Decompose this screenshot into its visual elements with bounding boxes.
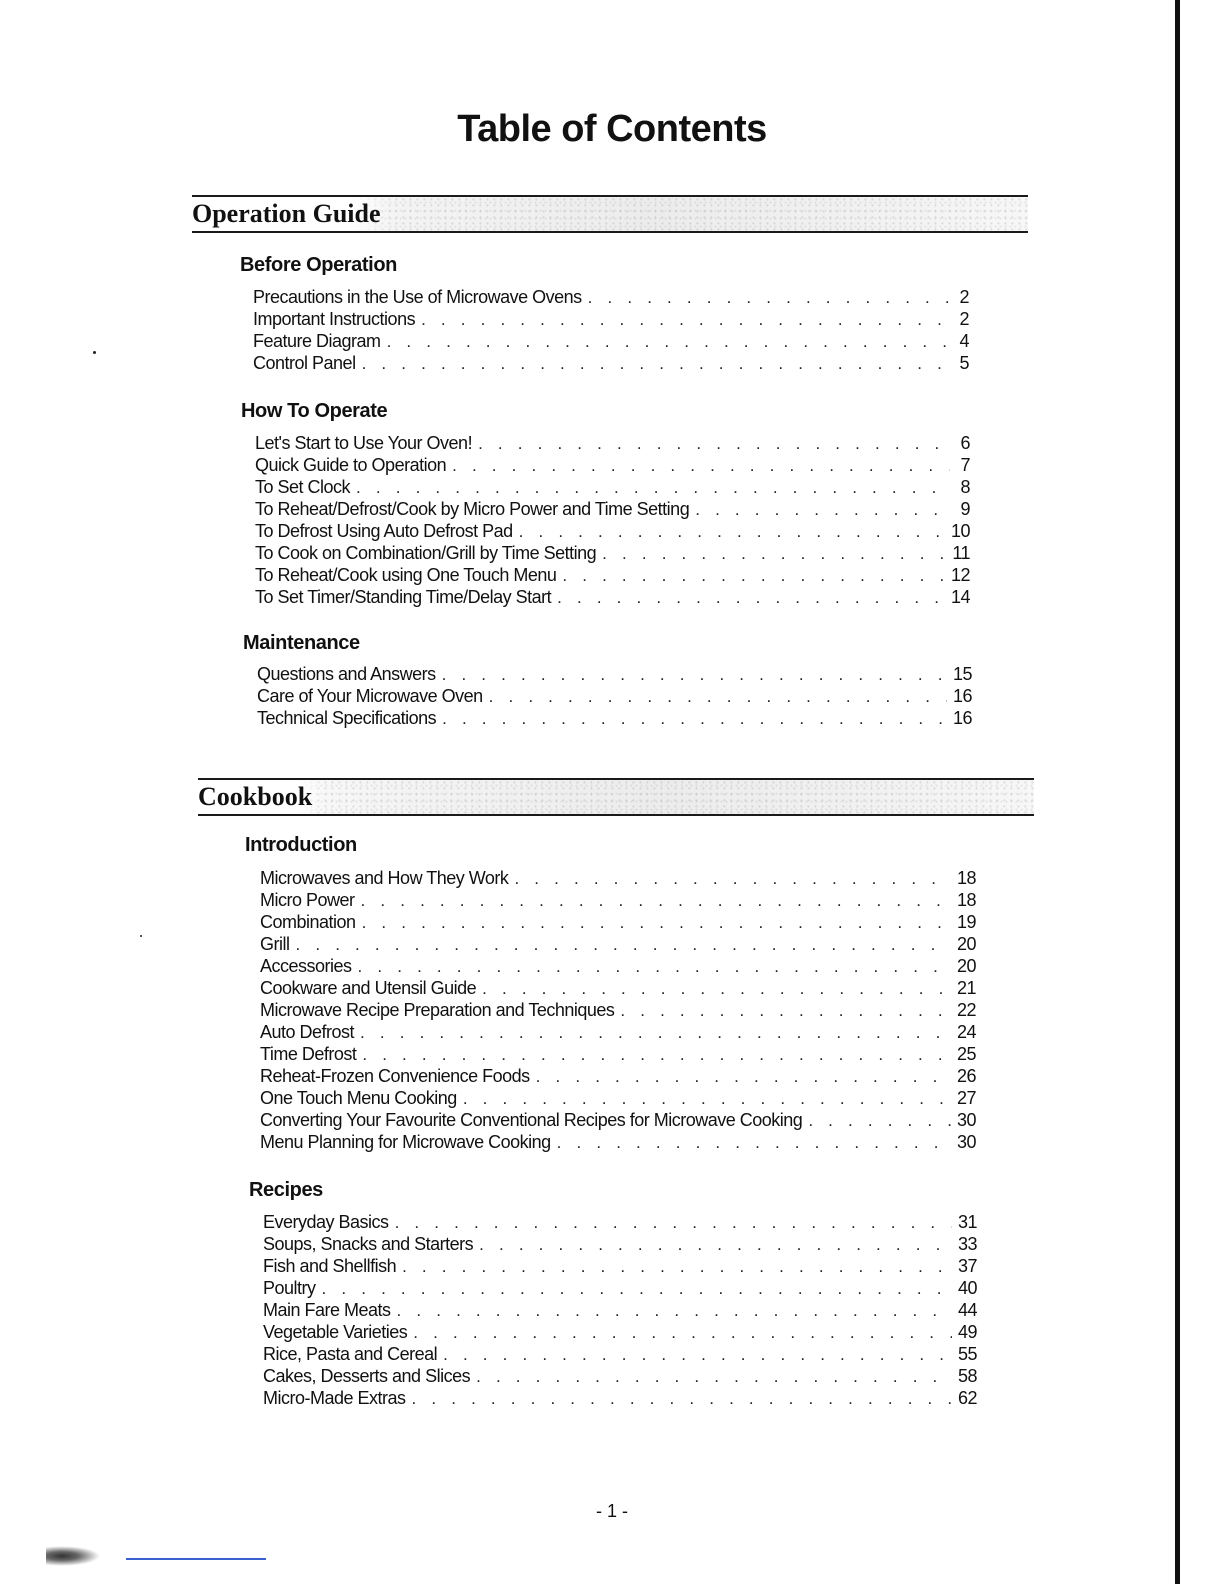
dot-leader [519, 521, 945, 543]
entry-title: Combination [260, 912, 356, 932]
entry-title: Micro-Made Extras [263, 1388, 406, 1408]
entry-page: 7 [960, 455, 970, 475]
toc-entry[interactable] [263, 1321, 977, 1343]
dot-leader [412, 1388, 952, 1410]
entry-page: 62 [957, 1388, 977, 1408]
entry-title: Auto Defrost [260, 1022, 355, 1042]
group-heading: Recipes [249, 1179, 323, 1201]
dot-leader [695, 499, 950, 521]
entry-title: Feature Diagram [253, 331, 381, 351]
toc-entry[interactable] [260, 999, 976, 1021]
entry-page: 30 [956, 1132, 976, 1152]
entry-page: 44 [957, 1300, 977, 1320]
toc-entry[interactable] [255, 542, 970, 564]
entry-title: Technical Specifications [257, 708, 437, 728]
entry-page: 31 [957, 1212, 977, 1232]
dot-leader [562, 565, 945, 587]
entry-title: To Cook on Combination/Grill by Time Setting [255, 543, 597, 563]
entry-title: Fish and Shellfish [263, 1256, 397, 1276]
dot-leader [358, 956, 951, 978]
entry-page: 4 [959, 331, 969, 351]
dot-leader [387, 331, 949, 353]
toc-entry[interactable] [260, 1021, 976, 1043]
toc-entry[interactable] [255, 564, 970, 586]
toc-entry[interactable] [255, 498, 970, 520]
entry-title: To Set Clock [255, 477, 351, 497]
scan-page-edge [1175, 0, 1180, 1584]
entry-title: Let's Start to Use Your Oven! [255, 433, 473, 453]
dot-leader [536, 1066, 951, 1088]
entry-page: 25 [956, 1044, 976, 1064]
entry-page: 6 [960, 433, 970, 453]
dot-leader [557, 1132, 951, 1154]
toc-entry[interactable] [255, 520, 970, 542]
toc-entry[interactable] [260, 1109, 976, 1131]
dot-leader [442, 708, 947, 730]
toc-entry[interactable] [263, 1365, 977, 1387]
toc-entry[interactable] [260, 933, 976, 955]
entry-page: 8 [960, 477, 970, 497]
toc-entry[interactable] [263, 1233, 977, 1255]
dot-leader [479, 1234, 952, 1256]
toc-entry[interactable] [263, 1255, 977, 1277]
toc-entry[interactable] [255, 454, 970, 476]
dot-leader [322, 1278, 952, 1300]
dot-leader [808, 1110, 951, 1132]
entry-page: 49 [957, 1322, 977, 1342]
group-heading: Maintenance [243, 632, 360, 654]
toc-entry[interactable] [260, 1087, 976, 1109]
dot-leader [361, 890, 951, 912]
page-number: - 1 - [595, 1501, 628, 1521]
entry-page: 5 [959, 353, 969, 373]
entry-page: 20 [956, 934, 976, 954]
toc-entry[interactable] [257, 685, 972, 707]
dot-leader [476, 1366, 952, 1388]
toc-entry[interactable] [263, 1387, 977, 1409]
toc-entry[interactable] [260, 955, 976, 977]
entry-title: Reheat-Frozen Convenience Foods [260, 1066, 530, 1086]
entry-page: 40 [957, 1278, 977, 1298]
entry-page: 19 [956, 912, 976, 932]
entry-title: Quick Guide to Operation [255, 455, 447, 475]
dot-leader [452, 455, 950, 477]
dot-leader [478, 433, 950, 455]
dot-leader [362, 912, 951, 934]
entry-title: Time Defrost [260, 1044, 357, 1064]
entry-page: 26 [956, 1066, 976, 1086]
entry-page: 30 [956, 1110, 976, 1130]
entry-page: 9 [960, 499, 970, 519]
toc-entry[interactable] [263, 1211, 977, 1233]
entry-page: 20 [956, 956, 976, 976]
dot-leader [602, 543, 946, 565]
toc-entry[interactable] [260, 977, 976, 999]
entry-title: Main Fare Meats [263, 1300, 391, 1320]
toc-group-how-to-operate [255, 432, 970, 608]
dot-leader [463, 1088, 951, 1110]
toc-entry[interactable] [260, 911, 976, 933]
entry-title: Vegetable Varieties [263, 1322, 408, 1342]
dot-leader [397, 1300, 952, 1322]
entry-page: 16 [952, 708, 972, 728]
group-heading: Introduction [245, 834, 357, 856]
entry-page: 24 [956, 1022, 976, 1042]
entry-page: 12 [950, 565, 970, 585]
entry-page: 10 [950, 521, 970, 541]
entry-title: Precautions in the Use of Microwave Ovens [253, 287, 582, 307]
group-heading: How To Operate [241, 400, 388, 422]
toc-entry[interactable] [253, 330, 969, 352]
entry-title: Cakes, Desserts and Slices [263, 1366, 471, 1386]
dot-leader [362, 353, 949, 375]
scan-speck [93, 351, 96, 354]
dot-leader [413, 1322, 952, 1344]
dot-leader [557, 587, 945, 609]
toc-entry[interactable] [255, 432, 970, 454]
entry-page: 22 [956, 1000, 976, 1020]
toc-entry[interactable] [260, 1131, 976, 1153]
toc-group-recipes [263, 1211, 977, 1409]
entry-title: To Defrost Using Auto Defrost Pad [255, 521, 513, 541]
entry-title: Poultry [263, 1278, 316, 1298]
dot-leader [362, 1044, 951, 1066]
section-band-operation-guide [192, 195, 1028, 233]
dot-leader [402, 1256, 952, 1278]
entry-page: 18 [956, 890, 976, 910]
entry-page: 16 [952, 686, 972, 706]
dot-leader [442, 664, 947, 686]
entry-title: To Reheat/Defrost/Cook by Micro Power and Time Setting [255, 499, 690, 519]
entry-page: 18 [956, 868, 976, 888]
entry-title: Micro Power [260, 890, 355, 910]
entry-title: Care of Your Microwave Oven [257, 686, 483, 706]
toc-entry[interactable] [255, 476, 970, 498]
entry-title: Menu Planning for Microwave Cooking [260, 1132, 551, 1152]
section-title: Operation Guide [192, 197, 393, 231]
entry-title: Accessories [260, 956, 352, 976]
scan-smudge [46, 1546, 100, 1566]
dot-leader [421, 309, 949, 331]
dot-leader [360, 1022, 951, 1044]
dot-leader [296, 934, 951, 956]
entry-title: Important Instructions [253, 309, 416, 329]
entry-page: 21 [956, 978, 976, 998]
entry-title: Everyday Basics [263, 1212, 389, 1232]
toc-entry[interactable] [255, 586, 970, 608]
toc-entry[interactable] [260, 889, 976, 911]
toc-group-introduction [260, 867, 976, 1153]
toc-entry[interactable] [253, 352, 969, 374]
entry-title: Converting Your Favourite Conventional Recipes for Microwave Cooking [260, 1110, 803, 1130]
dot-leader [443, 1344, 952, 1366]
entry-title: Soups, Snacks and Starters [263, 1234, 474, 1254]
entry-page: 2 [959, 287, 969, 307]
entry-page: 15 [952, 664, 972, 684]
entry-title: Rice, Pasta and Cereal [263, 1344, 438, 1364]
section-title: Cookbook [198, 780, 324, 814]
entry-title: One Touch Menu Cooking [260, 1088, 457, 1108]
entry-title: Questions and Answers [257, 664, 436, 684]
footer-underline [126, 1558, 266, 1560]
section-band-cookbook [198, 778, 1034, 816]
entry-title: Microwave Recipe Preparation and Techniques [260, 1000, 615, 1020]
group-heading: Before Operation [240, 254, 397, 276]
toc-entry[interactable] [260, 867, 976, 889]
entry-title: To Reheat/Cook using One Touch Menu [255, 565, 557, 585]
dot-leader [395, 1212, 952, 1234]
dot-leader [620, 1000, 951, 1022]
entry-page: 27 [956, 1088, 976, 1108]
entry-page: 2 [959, 309, 969, 329]
entry-title: Control Panel [253, 353, 356, 373]
toc-entry[interactable] [257, 707, 972, 729]
toc-entry[interactable] [260, 1065, 976, 1087]
toc-entry[interactable] [253, 308, 969, 330]
entry-page: 11 [952, 543, 970, 563]
toc-entry[interactable] [263, 1299, 977, 1321]
dot-leader [489, 686, 947, 708]
toc-entry[interactable] [263, 1343, 977, 1365]
entry-title: Cookware and Utensil Guide [260, 978, 477, 998]
entry-title: To Set Timer/Standing Time/Delay Start [255, 587, 552, 607]
scan-speck [140, 935, 142, 937]
entry-title: Microwaves and How They Work [260, 868, 509, 888]
entry-page: 37 [957, 1256, 977, 1276]
dot-leader [514, 868, 951, 890]
dot-leader [482, 978, 951, 1000]
dot-leader [588, 287, 949, 309]
toc-entry[interactable] [260, 1043, 976, 1065]
toc-entry[interactable] [263, 1277, 977, 1299]
entry-page: 55 [957, 1344, 977, 1364]
page-title: Table of Contents [457, 108, 767, 150]
toc-entry[interactable] [253, 286, 969, 308]
toc-entry[interactable] [257, 663, 972, 685]
entry-page: 58 [957, 1366, 977, 1386]
entry-page: 14 [950, 587, 970, 607]
entry-page: 33 [957, 1234, 977, 1254]
dot-leader [356, 477, 950, 499]
toc-group-maintenance [257, 663, 972, 729]
entry-title: Grill [260, 934, 290, 954]
toc-group-before-operation [253, 286, 969, 374]
